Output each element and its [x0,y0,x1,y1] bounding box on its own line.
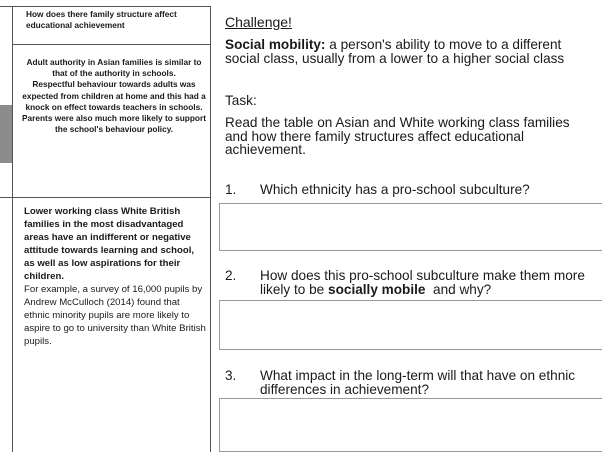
answer-3-box[interactable] [219,398,602,452]
answer-2-box[interactable] [219,300,602,350]
table-border-left [12,6,13,452]
answer-1-box[interactable] [219,203,602,251]
social-mobility-term: Social mobility: [225,37,326,52]
question-3-text: What impact in the long-term will that have on ethnic differences in achievement? [260,368,576,397]
asian-cell-line: Respectful behaviour towards adults was expected from children at home and this had a knock on effect towards teachers in schools. [22,79,206,112]
challenge-heading: Challenge! [225,14,292,30]
question-2-text-before: How does this pro-school subculture make them more likely to be [260,268,585,297]
table-side-bar [0,105,12,163]
task-heading: Task: [225,93,257,108]
question-1-number: 1. [225,182,237,197]
white-cell-bold-text: Lower working class White British families in the most disadvantaged areas have an indifferent or negative attitude towards learning and school, as well as low aspirations for their children. [24,206,195,282]
white-british-families-cell [24,205,206,348]
white-cell-example-text: For example, a survey of 16,000 pupils by Andrew McCulloch (2014) found that ethnic minority pupils are more likely to aspire to go to university than White British pupils. [24,284,206,347]
question-2-number: 2. [225,268,237,283]
question-3-number: 3. [225,368,237,383]
family-structure-table [0,0,210,452]
asian-cell-line: Parents were also much more likely to support the school's behaviour policy. [22,113,206,135]
social-mobility-text: a person's ability to move to a different social class, usually from a lower to a higher social class [225,37,565,66]
asian-cell-line: Adult authority in Asian families is similar to that of the authority in schools. [26,57,202,79]
question-1-text: Which ethnicity has a pro-school subculture? [260,182,530,197]
question-2-text [260,269,602,296]
task-instructions: Read the table on Asian and White working class families and how there family structures affect educational achievement. [225,115,570,157]
table-header-cell: How does there family structure affect educational achievement [26,9,177,31]
table-row-divider [0,197,211,198]
table-border-top [0,6,211,7]
question-2-emphasis: socially mobile [328,281,426,297]
asian-families-cell [20,57,208,135]
social-mobility-definition [225,38,595,65]
table-border-right [210,6,211,452]
table-row-divider [12,44,211,45]
question-2-text-after: and why? [425,281,492,297]
